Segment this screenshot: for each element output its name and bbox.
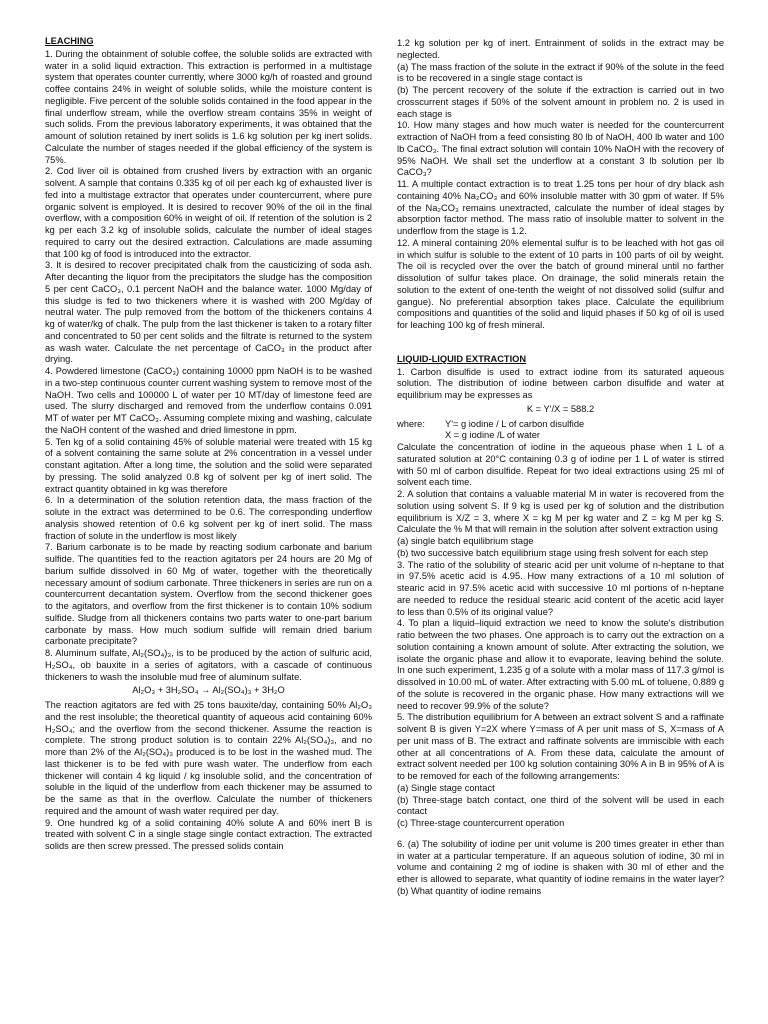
leaching-problem-12: 12. A mineral containing 20% elemental sulfur is to be leached with hot gas oil in which sulfur is soluble to the extent of 10 parts in 100 parts of oil by weight. The oil is recycled over the over the batch of ground mineral until no farther dissolution of sulfur takes place. On drainage, the solid minerals retain the solution to the extent of one-tenth the weight of not dissolved solid (sulfur and gangue). No preferential absorption takes place. Calculate the equilibrium compositions and quantities of the solid and liquid phases if 50 kg of oil is used for leaching 100 kg of fresh mineral. bbox=[397, 237, 724, 330]
lle-problem-2: 2. A solution that contains a valuable material M in water is recovered from the solution using solvent S. If 9 kg is used per kg of solution and the distribution equilibrium is X/Z = 3, where X = kg M per kg water and Z = kg M per kg S. Calculate the % M that will remain in the solution after solvent extraction using bbox=[397, 489, 724, 535]
lle-problem-5c: (c) Three-stage countercurrent operation bbox=[397, 818, 565, 828]
lle-problem-2a: (a) single batch equilibrium stage bbox=[397, 536, 534, 546]
leaching-problem-3: 3. It is desired to recover precipitated chalk from the causticizing of soda ash. After decanting the liquor from the precipitators the sludge has the composition 5 per cent CaCO₃, 0.1 percent NaOH and the balance water. 1000 Mg/day of this sludge is fed to two thickeners where it is washed with 200 Mg/day of neutral water. The pulp removed from the bottom of the thickeners contains 4 kg of water/kg of chalk. The pulp from the last thickener is taken to a rotary filter and concentrated to 50 per cent solids and the filtrate is returned to the system as wash water. Calculate the net percentage of CaCO₃ in the product after drying. bbox=[45, 260, 372, 365]
leaching-problem-1: 1. During the obtainment of soluble coffee, the soluble solids are extracted with water in a solid liquid extraction. This extraction is performed in a multistage system that operates counter currently, where 3000 kg/h of roasted and ground coffee contains 24% in weight of soluble solids, while the moisture content is negligible. Five percent of the soluble solids contained in the food appear in the final underflow stream, while the overflow stream contains 35% in weight of such solids. From the previous laboratory experiments, it was obtained that the amount of solution retained by inert solids is 1.6 kg solution per kg inert solids. Calculate the number of stages needed if the global efficiency of the system is 75%. bbox=[45, 48, 372, 165]
left-column bbox=[45, 36, 372, 853]
lle-problem-2b: (b) two successive batch equilibrium stage using fresh solvent for each step bbox=[397, 547, 709, 558]
leaching-problem-8: 8. Aluminum sulfate, Al₂(SO₄)₃, is to be produced by the action of sulfuric acid, H₂SO₄, ob bauxite in a series of agitators, with a cascade of continuous thickeners to wash the insoluble mud free of aluminum sulfate. bbox=[45, 648, 372, 682]
right-column bbox=[397, 38, 724, 898]
reaction-equation: Al₂O₃ + 3H₂SO₄ → Al₂(SO₄)₃ + 3H₂O bbox=[132, 685, 285, 696]
lle-heading: LIQUID-LIQUID EXTRACTION bbox=[397, 353, 527, 364]
lle-problem-1: 1. Carbon disulfide is used to extract iodine from its saturated aqueous solution. The distribution of iodine between carbon disulfide and water at equilibrium may be expresses as bbox=[397, 366, 724, 400]
lle-problem-4: 4. To plan a liquid–liquid extraction we need to know the solute's distribution ratio between the two phases. One approach is to carry out the extraction on a solution containing a known amount of solute. After extracting the solution, we isolate the organic phase and allow it to evaporate, leaving behind the solute. In one such experiment, 1.235 g of a solute with a molar mass of 117.3 g/mol is dissolved in 10.00 mL of water. After extracting with 5.00 mL of toluene, 0.889 g of the solute is recovered in the organic phase. How many extractions will we need to recover 99.9% of the solute? bbox=[397, 618, 724, 711]
lle-problem-5: 5. The distribution equilibrium for A between an extract solvent S and a raffinate solvent B is given Y=2X where Y=mass of A per unit mass of S, X=mass of A per unit mass of B. The extract and raffinate solvents are immiscible with each other at all concentrations of A. From these data, calculate the amount of extract solvent needed per 100 kg solution containing 30% A in B in 95% of A is to be removed for each of the following arrangements: bbox=[397, 712, 724, 781]
where-row-x bbox=[397, 430, 724, 442]
leaching-heading: LEACHING bbox=[45, 36, 94, 46]
leaching-problem-9b: (b) The percent recovery of the solute if the extraction is carried out in two crosscurrent stages if 50% of the solvent amount in problem no. 2 is used in each stage is bbox=[397, 85, 724, 119]
where-x-definition: X = g iodine /L of water bbox=[445, 430, 541, 441]
leaching-problem-4: 4. Powdered limestone (CaCO₃) containing 10000 ppm NaOH is to be washed in a two-step continuous counter current washing system to remove most of the NaOH. Two cells and 100000 L of water per 10 MT/day of limestone feed are used. The slurry discharged and removed from the underflow contains 0.091 MT of water per MT CaCO₃. Assuming complete mixing and washing, calculate the NaOH content of the washed and dried limestone in ppm. bbox=[45, 366, 372, 435]
leaching-problem-8-continued: The reaction agitators are fed with 25 tons bauxite/day, containing 50% Al₂O₃ and the rest insoluble; the theoretical quantity of aqueous acid containing 60% H₂SO₄; and the overflow from the second thickener. Assume the reaction is complete. The strong product solution is to contain 22% Al₂(SO₄)₃, and no more than 2% of the Al₂(SO₄)₃ produced is to be lost in the washed mud. The last thickener is to be fed with pure wash water. The underflow from each thickener will contain 4 kg liquid / kg insoluble solid, and the concentration of soluble in the liquid of the underflow from each thickener may be assumed to be the same as that in the overflow. Calculate the number of thickeners required and the amount of wash water required per day. bbox=[45, 700, 372, 816]
paragraph-gap bbox=[397, 830, 724, 839]
leaching-problem-10: 10. How many stages and how much water is needed for the countercurrent extraction of NaOH from a feed consisting 80 lb of NaOH, 400 lb water and 100 lb CaCO₃. The final extract solution will contain 10% NaOH with the recovery of 95% NaOH. We shall set the underflow at a constant 3 lb solution per lb CaCO₃? bbox=[397, 120, 724, 178]
leaching-problem-9a: (a) The mass fraction of the solute in the extract if 90% of the solute in the feed is to be recovered in a single stage contact is bbox=[397, 61, 724, 84]
leaching-problem-9: 9. One hundred kg of a solid containing 40% solute A and 60% inert B is treated with solvent C in a single stage single contact extraction. The extracted solids are then screw pressed. The pressed solids contain bbox=[45, 817, 372, 851]
lle-problem-5b: (b) Three-stage batch contact, one third of the solvent will be used in each contact bbox=[397, 794, 724, 817]
where-y-definition: Y'= g iodine / L of carbon disulfide bbox=[445, 418, 585, 429]
leaching-problem-6: 6. In a determination of the solution retention data, the mass fraction of the solute in the extract was determined to be 0.6. The corresponding underflow analysis showed retention of 0.6 kg solvent per kg of inert solid. The mass fraction of solute in the underflow is most likely bbox=[45, 495, 372, 541]
where-label: where: bbox=[397, 418, 425, 429]
leaching-problem-5: 5. Ten kg of a solid containing 45% of soluble material were treated with 15 kg of a solvent containing the same solute at 2% concentration in a vessel under constant agitation. After a long time, the solution and the solid were separated by pressing. The solid analyzed 0.8 kg of solvent per kg of inert solid. The extract quantity obtained in kg was therefore bbox=[45, 436, 372, 494]
section-gap bbox=[397, 332, 724, 354]
leaching-problem-11: 11. A multiple contact extraction is to treat 1.25 tons per hour of dry black ash containing 40% Na₂CO₃ and 60% insoluble matter with 30 gpm of water. If 5% of the Na₂CO₃ remains unextracted, calculate the number of ideal stages by absorption factor method. The mass ratio of insoluble matter to solvent in the underflow from the stage is 1.2. bbox=[397, 179, 724, 236]
where-row-y bbox=[397, 419, 724, 431]
lle-problem-5a: (a) Single stage contact bbox=[397, 782, 495, 793]
lle-problem-1-continued: Calculate the concentration of iodine in the aqueous phase when 1 L of a saturated solution at 20°C containing 0.3 g of iodine per 1 L of water is stirred with 50 ml of carbon disulfide. Repeat for two ideal extractions using 25 ml of solvent each time. bbox=[397, 442, 724, 488]
leaching-problem-7: 7. Barium carbonate is to be made by reacting sodium carbonate and barium sulfide. The quantities fed to the reaction agitators per 24 hours are 20 Mg of barium sulfide dissolved in 60 Mg of water, together with the theoretically necessary amount of sodium carbonate. Three thickeners in series are run on a countercurrent decantation system. Overflow from the second thickener goes to the agitators, and overflow from the first thickener is to contain 10% sodium sulfide. Sludge from all thickeners contains two parts water to one-part barium carbonate by mass. How much sodium sulfide will remain dried barium carbonate precipitate? bbox=[45, 542, 372, 647]
leaching-problem-2: 2. Cod liver oil is obtained from crushed livers by extraction with an organic solvent. A sample that contains 0.335 kg of oil per each kg of exhausted liver is fed into a multistage extractor that operates under countercurrent, where pure organic solvent is employed. It is desired to recover 90% of the oil in the final overflow, with a composition 60% in weight of oil. If retention of the solution is 2 kg per each 3.2 kg of insoluble solids, calculate the number of ideal stages required to carry out the desired extraction. Calculations are made assuming that 100 kg of food is introduced into the extractor. bbox=[45, 166, 372, 259]
lle-problem-3: 3. The ratio of the solubility of stearic acid per unit volume of n-heptane to that in 97.5% acetic acid is 4.95. How many extractions of a 10 ml solution of stearic acid in 97.5% acetic acid with successive 10 ml portions of n-heptane are needed to reduce the residual stearic acid content of the acetic acid layer to less than 0.5% of its original value? bbox=[397, 559, 724, 617]
distribution-equation: K = Y'/X = 588.2 bbox=[526, 403, 595, 414]
lle-problem-6: 6. (a) The solubility of iodine per unit volume is 200 times greater in ether than in water at a particular temperature. If an aqueous solution of iodine, 30 ml in volume and containing 2 mg of iodine is shaken with 30 ml of ether and the ether is allowed to separate, what quantity of iodine remains in the water layer? (b) What quantity of iodine remains bbox=[397, 838, 724, 896]
leaching-problem-9-continued: 1.2 kg solution per kg of inert. Entrainment of solids in the extract may be neglected. bbox=[397, 38, 724, 60]
